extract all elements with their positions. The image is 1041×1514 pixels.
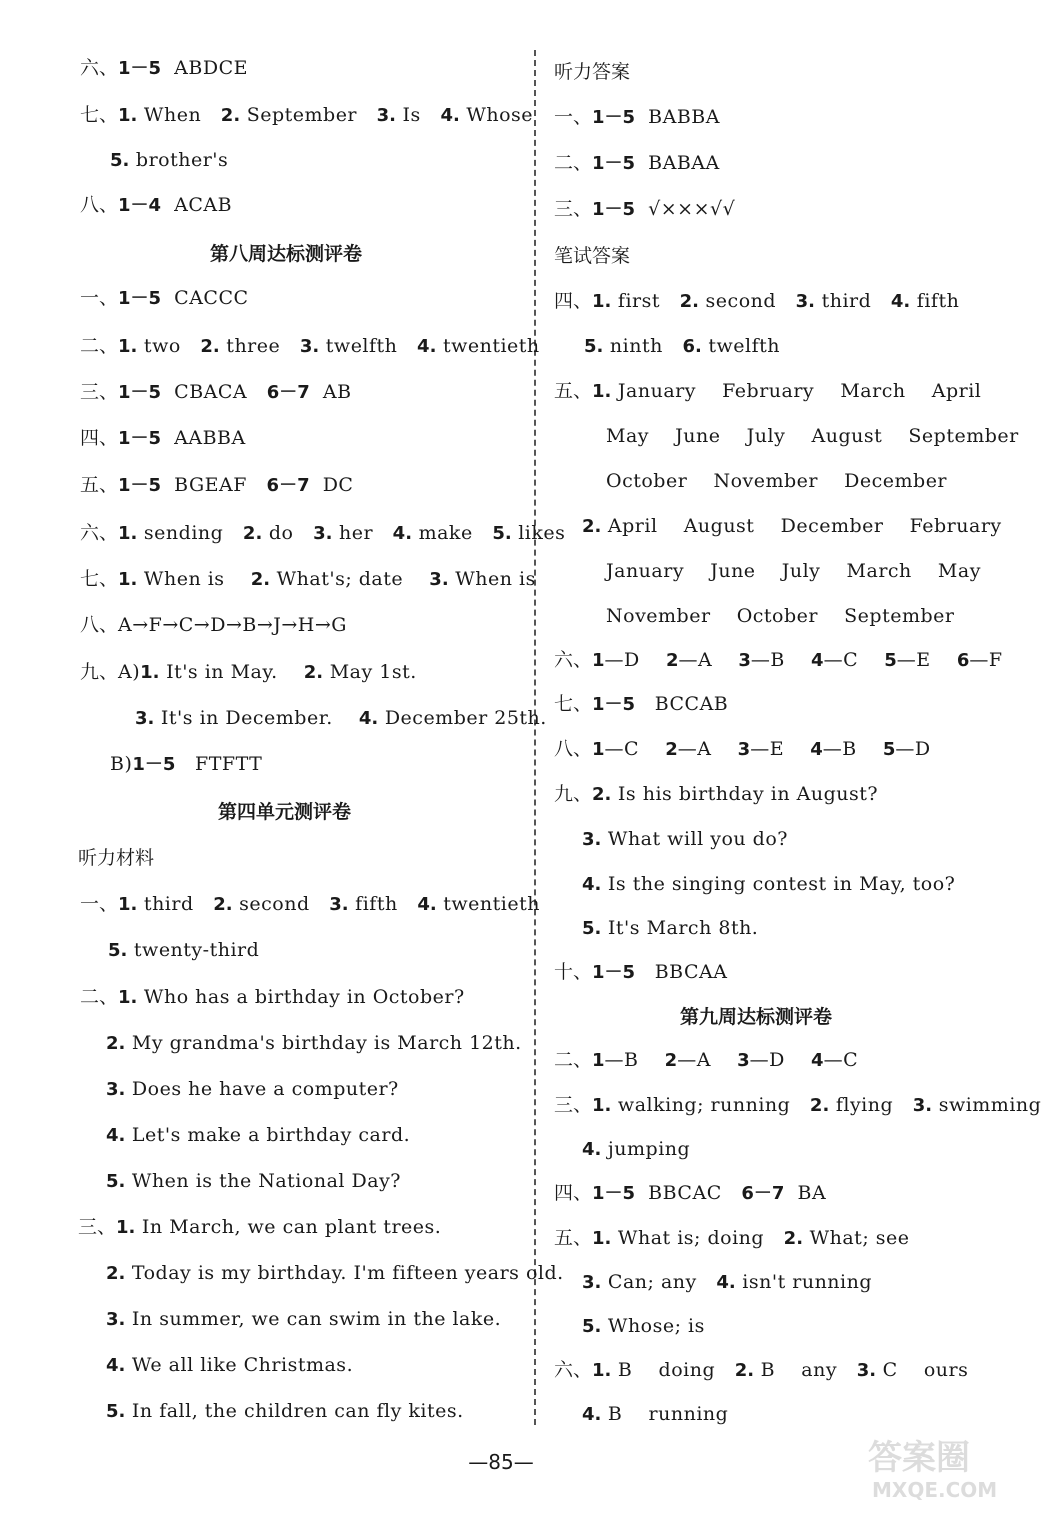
right-line <box>606 424 1019 448</box>
answer-text: What's; date <box>270 568 430 590</box>
item-number: 2. <box>200 336 220 357</box>
item-number: 1. <box>116 1217 136 1238</box>
right-line <box>606 604 954 628</box>
item-number: 1. <box>118 987 138 1008</box>
answer-text: What is; doing <box>611 1227 784 1249</box>
item-number: 2. <box>783 1228 804 1249</box>
answer-text: May June July August September <box>606 425 1019 447</box>
item-number: 5. <box>106 1401 126 1422</box>
question-label: 六、 <box>554 649 593 671</box>
left-line <box>106 1307 501 1332</box>
section-heading: 听力材料 <box>78 847 155 869</box>
answer-text: first <box>611 290 680 312</box>
question-label: 四、 <box>554 290 593 312</box>
item-number: 3. <box>299 336 320 357</box>
item-number: 3 <box>738 650 751 671</box>
left-line <box>80 613 347 637</box>
item-number: 6－7 <box>741 1183 785 1204</box>
answer-text: —D <box>604 649 666 671</box>
answer-text: BABAA <box>635 152 720 174</box>
answer-text: Does he have a computer? <box>125 1078 399 1100</box>
answer-text: —C <box>604 738 666 760</box>
item-number: 1－5 <box>592 962 636 983</box>
item-number: 3 <box>737 1050 750 1071</box>
left-line <box>80 56 248 81</box>
answer-text: My grandma's birthday is March 12th. <box>125 1032 522 1054</box>
item-number: 3. <box>135 708 155 729</box>
left-line <box>80 473 353 498</box>
answer-text: fifth <box>348 893 418 915</box>
left-line <box>106 1077 399 1102</box>
question-label: 一、 <box>80 893 119 915</box>
answer-text: In fall, the children can fly kites. <box>125 1400 464 1422</box>
answer-text: swimming <box>932 1094 1041 1116</box>
item-number: 5. <box>582 1316 602 1337</box>
item-number: 3. <box>795 291 816 312</box>
left-line <box>110 148 228 173</box>
item-number: 3. <box>912 1095 933 1116</box>
right-line <box>584 334 780 359</box>
item-number: 1－5 <box>118 288 162 309</box>
item-number: 1. <box>592 291 612 312</box>
answer-text: twentieth <box>436 893 540 915</box>
question-label: 三、 <box>554 198 593 220</box>
section-title: 第九周达标测评卷 <box>680 1006 833 1028</box>
left-line <box>106 1399 464 1424</box>
item-number: 3. <box>313 523 333 544</box>
question-label: 八、 <box>80 194 119 216</box>
question-label: 八、 <box>554 738 593 760</box>
item-number: 1－5 <box>592 107 636 128</box>
item-number: 1－4 <box>118 195 162 216</box>
item-number: 2. <box>582 516 602 537</box>
answer-text: ninth <box>603 335 683 357</box>
item-number: 4. <box>890 291 911 312</box>
answer-text: BCCAB <box>635 693 729 715</box>
item-number: 4. <box>417 894 437 915</box>
question-label: 三、 <box>80 381 119 403</box>
question-label: 七、 <box>80 568 119 590</box>
item-number: 1 <box>592 739 605 760</box>
item-number: 2. <box>106 1033 126 1054</box>
left-line <box>106 1353 353 1378</box>
item-number: 2 <box>665 650 679 671</box>
answer-text: FTFTT <box>175 753 263 775</box>
item-number: 2. <box>592 784 612 805</box>
answer-text: —F <box>969 649 1003 671</box>
answer-text: two <box>137 335 201 357</box>
item-number: 4. <box>582 874 602 895</box>
left-line <box>80 985 465 1010</box>
question-label: 一、 <box>554 106 593 128</box>
item-number: 1－5 <box>132 754 176 775</box>
right-line <box>554 151 720 176</box>
question-label: 三、 <box>78 1216 117 1238</box>
item-number: 6－7 <box>266 475 310 496</box>
question-label: 五、 <box>80 474 119 496</box>
answer-text: BA <box>784 1182 827 1204</box>
item-number: 3. <box>106 1079 126 1100</box>
answer-text: ACAB <box>161 194 233 216</box>
answer-text: —B <box>604 1049 665 1071</box>
left-line <box>80 334 540 359</box>
answer-text: walking; running <box>611 1094 810 1116</box>
item-number: 5. <box>582 918 602 939</box>
answer-text: her <box>332 522 393 544</box>
item-number: 1. <box>118 105 138 126</box>
answer-text: second <box>699 290 796 312</box>
question-label: 二、 <box>554 152 593 174</box>
item-number: 4 <box>811 650 824 671</box>
left-line <box>106 1261 564 1286</box>
right-line <box>680 1005 832 1029</box>
answer-text: —B <box>822 738 883 760</box>
answer-text: twelfth <box>701 335 781 357</box>
answer-text: B any <box>754 1359 857 1381</box>
page-number: —85— <box>468 1450 534 1474</box>
item-number: 2. <box>220 105 241 126</box>
item-number: 1. <box>592 1360 612 1381</box>
item-number: 4. <box>716 1272 736 1293</box>
answer-text: In March, we can plant trees. <box>135 1216 442 1238</box>
question-label: 四、 <box>80 427 119 449</box>
answer-text: It's in December. <box>154 707 359 729</box>
answer-text: twentieth <box>436 335 540 357</box>
right-line <box>582 1137 690 1162</box>
item-number: 4. <box>106 1125 126 1146</box>
answer-text: —A <box>677 1049 738 1071</box>
right-line <box>554 244 630 268</box>
item-number: 3. <box>106 1309 126 1330</box>
answer-text: What; see <box>803 1227 910 1249</box>
answer-text: A→F→C→D→B→J→H→G <box>118 614 347 636</box>
left-line <box>80 286 249 311</box>
item-number: 6. <box>682 336 702 357</box>
answer-text: When is <box>137 568 251 590</box>
question-label: 七、 <box>80 104 119 126</box>
item-number: 1－5 <box>592 153 636 174</box>
answer-text: Whose; is <box>601 1315 705 1337</box>
answer-text: Is the singing contest in May, too? <box>601 873 956 895</box>
answer-text: September <box>240 104 377 126</box>
question-label: 六、 <box>80 57 119 79</box>
answer-text: When <box>137 104 221 126</box>
item-number: 4. <box>106 1355 126 1376</box>
left-line <box>80 892 540 917</box>
answer-text: What will you do? <box>601 828 788 850</box>
answer-text: BGEAF <box>161 474 267 496</box>
answer-text: Can; any <box>601 1271 717 1293</box>
right-line <box>554 1181 826 1206</box>
answer-text: fifth <box>910 290 960 312</box>
answer-text: B running <box>601 1403 729 1425</box>
answer-text: BABBA <box>635 106 720 128</box>
answer-text: May 1st. <box>323 661 417 683</box>
answer-text: isn't running <box>735 1271 873 1293</box>
answer-text: AABBA <box>161 427 246 449</box>
right-line <box>606 469 947 493</box>
right-line <box>554 648 1003 673</box>
item-number: 6 <box>956 650 970 671</box>
left-line <box>80 380 352 405</box>
answer-text: —C <box>823 649 885 671</box>
item-number: 2. <box>809 1095 830 1116</box>
item-number: 1. <box>118 523 138 544</box>
item-number: 3. <box>856 1360 877 1381</box>
answer-text: When is <box>448 568 536 590</box>
item-number: 1－5 <box>592 694 636 715</box>
answer-text: third <box>137 893 214 915</box>
item-number: 2 <box>665 739 678 760</box>
item-number: 5. <box>584 336 604 357</box>
right-line <box>554 379 981 404</box>
right-line <box>606 559 981 583</box>
answer-text: —A <box>677 738 738 760</box>
answer-text: When is the National Day? <box>125 1170 401 1192</box>
answer-text: BBCAC <box>635 1182 742 1204</box>
item-number: 3 <box>737 739 751 760</box>
answer-text: October November December <box>606 470 948 492</box>
answer-text: BBCAA <box>635 961 728 983</box>
answer-text: January February March April <box>611 380 982 402</box>
item-number: 1－5 <box>118 475 162 496</box>
item-number: 4. <box>440 105 460 126</box>
item-number: 1. <box>592 1095 612 1116</box>
item-number: 5 <box>884 650 897 671</box>
left-line <box>80 193 232 218</box>
left-line <box>78 846 154 870</box>
right-line <box>554 1226 910 1251</box>
item-number: 3. <box>582 829 602 850</box>
item-number: 2. <box>250 569 271 590</box>
right-line <box>554 692 728 717</box>
answer-text: Whose <box>459 104 534 126</box>
answer-text: November October September <box>606 605 955 627</box>
item-number: 3. <box>429 569 449 590</box>
item-number: 2. <box>679 291 700 312</box>
right-line <box>554 782 878 807</box>
section-title: 第八周达标测评卷 <box>210 243 363 265</box>
right-line <box>554 960 727 985</box>
item-number: 4. <box>358 708 379 729</box>
question-label: 二、 <box>554 1049 593 1071</box>
watermark-site: MXQE.COM <box>872 1478 998 1502</box>
item-number: 1－5 <box>118 382 162 403</box>
answer-text: —D <box>895 738 931 760</box>
answer-text: twelfth <box>319 335 418 357</box>
answer-text: ABDCE <box>161 57 248 79</box>
answer-text: second <box>232 893 330 915</box>
answer-text: B doing <box>611 1359 735 1381</box>
item-number: 5 <box>882 739 896 760</box>
question-label: 五、 <box>554 380 593 402</box>
answer-text: It's in May. <box>159 661 304 683</box>
question-label: 九、 <box>80 661 119 683</box>
answer-text: third <box>815 290 891 312</box>
item-number: 4. <box>392 523 413 544</box>
answer-text: January June July March May <box>606 560 981 582</box>
item-number: 1. <box>118 894 138 915</box>
answer-text: three <box>219 335 300 357</box>
item-number: 2. <box>106 1263 126 1284</box>
left-line <box>135 706 547 731</box>
answer-text: A) <box>118 661 141 683</box>
answer-text: April August December February <box>601 515 1002 537</box>
answer-text: CACCC <box>161 287 249 309</box>
section-title: 第四单元测评卷 <box>218 801 352 823</box>
answer-text: B) <box>110 753 133 775</box>
right-line <box>582 1402 728 1427</box>
left-line <box>80 426 246 451</box>
item-number: 1－5 <box>118 58 162 79</box>
answer-text: —A <box>678 649 739 671</box>
right-line <box>582 827 788 852</box>
answer-text: √×××√√ <box>635 198 736 220</box>
answer-text: We all like Christmas. <box>125 1354 354 1376</box>
question-label: 八、 <box>80 614 119 636</box>
answer-text: Let's make a birthday card. <box>125 1124 411 1146</box>
right-line <box>554 1048 858 1073</box>
left-line <box>80 521 565 546</box>
column-divider <box>534 50 536 1425</box>
right-line <box>554 105 720 130</box>
answer-text: C ours <box>876 1359 969 1381</box>
left-line <box>108 938 259 963</box>
answer-text: —B <box>750 649 812 671</box>
question-label: 三、 <box>554 1094 593 1116</box>
item-number: 4 <box>810 739 823 760</box>
left-line <box>218 800 351 824</box>
left-line <box>78 1215 441 1240</box>
answer-text: —E <box>896 649 957 671</box>
right-line <box>554 60 630 84</box>
watermark-logo <box>868 1430 996 1508</box>
question-label: 五、 <box>554 1227 593 1249</box>
item-number: 4. <box>582 1404 602 1425</box>
item-number: 2. <box>303 662 324 683</box>
answer-text: It's March 8th. <box>601 917 759 939</box>
answer-text: Today is my birthday. I'm fifteen years old. <box>125 1262 564 1284</box>
question-label: 二、 <box>80 335 119 357</box>
left-line <box>106 1169 401 1194</box>
left-line <box>80 660 417 685</box>
answer-text: make <box>412 522 493 544</box>
item-number: 3. <box>329 894 349 915</box>
question-label: 一、 <box>80 287 119 309</box>
answer-text: flying <box>829 1094 913 1116</box>
item-number: 1. <box>140 662 160 683</box>
item-number: 1. <box>118 569 138 590</box>
answer-text: likes <box>511 522 566 544</box>
answer-text: December 25th. <box>378 707 547 729</box>
item-number: 3. <box>376 105 397 126</box>
right-line <box>582 1314 705 1339</box>
answer-text: DC <box>309 474 354 496</box>
item-number: 2 <box>664 1050 678 1071</box>
right-line <box>554 1093 1041 1118</box>
right-line <box>554 737 931 762</box>
right-line <box>554 1358 968 1383</box>
answer-text: jumping <box>601 1138 691 1160</box>
item-number: 4. <box>582 1139 602 1160</box>
question-label: 七、 <box>554 693 593 715</box>
right-line <box>582 872 955 897</box>
item-number: 1. <box>592 1228 612 1249</box>
item-number: 2. <box>213 894 233 915</box>
section-heading: 笔试答案 <box>554 245 631 267</box>
left-line <box>106 1031 522 1056</box>
answer-text: Is his birthday in August? <box>611 783 879 805</box>
item-number: 1 <box>592 650 605 671</box>
answer-text: do <box>262 522 314 544</box>
right-line <box>582 1270 872 1295</box>
item-number: 5. <box>106 1171 126 1192</box>
item-number: 6－7 <box>266 382 310 403</box>
item-number: 2. <box>734 1360 755 1381</box>
item-number: 3. <box>582 1272 602 1293</box>
section-heading: 听力答案 <box>554 61 631 83</box>
item-number: 1. <box>592 381 612 402</box>
left-line <box>110 752 262 777</box>
watermark-brand: 答案圈 <box>868 1438 970 1478</box>
left-line <box>210 242 362 266</box>
item-number: 4. <box>417 336 437 357</box>
right-line <box>554 197 735 222</box>
right-line <box>582 514 1002 539</box>
left-line <box>80 567 536 592</box>
answer-text: —D <box>749 1049 812 1071</box>
answer-text: AB <box>309 381 352 403</box>
answer-text: brother's <box>129 149 229 171</box>
item-number: 1－5 <box>592 1183 636 1204</box>
right-line <box>554 289 959 314</box>
question-label: 九、 <box>554 783 593 805</box>
answer-text: In summer, we can swim in the lake. <box>125 1308 502 1330</box>
item-number: 5. <box>110 150 130 171</box>
answer-text: —C <box>823 1049 859 1071</box>
question-label: 二、 <box>80 986 119 1008</box>
item-number: 1－5 <box>118 428 162 449</box>
item-number: 2. <box>242 523 263 544</box>
question-label: 六、 <box>554 1359 593 1381</box>
left-line <box>80 103 533 128</box>
answer-text: CBACA <box>161 381 267 403</box>
item-number: 5. <box>492 523 512 544</box>
answer-text: Is <box>396 104 441 126</box>
item-number: 4 <box>811 1050 824 1071</box>
answer-text: twenty-third <box>127 939 260 961</box>
item-number: 1 <box>592 1050 605 1071</box>
question-label: 六、 <box>80 522 119 544</box>
answer-text: —E <box>750 738 811 760</box>
answer-text: sending <box>137 522 243 544</box>
answer-text: Who has a birthday in October? <box>137 986 465 1008</box>
right-line <box>582 916 758 941</box>
item-number: 5. <box>108 940 128 961</box>
left-line <box>106 1123 410 1148</box>
item-number: 1－5 <box>592 199 636 220</box>
question-label: 四、 <box>554 1182 593 1204</box>
question-label: 十、 <box>554 961 593 983</box>
item-number: 1. <box>118 336 138 357</box>
